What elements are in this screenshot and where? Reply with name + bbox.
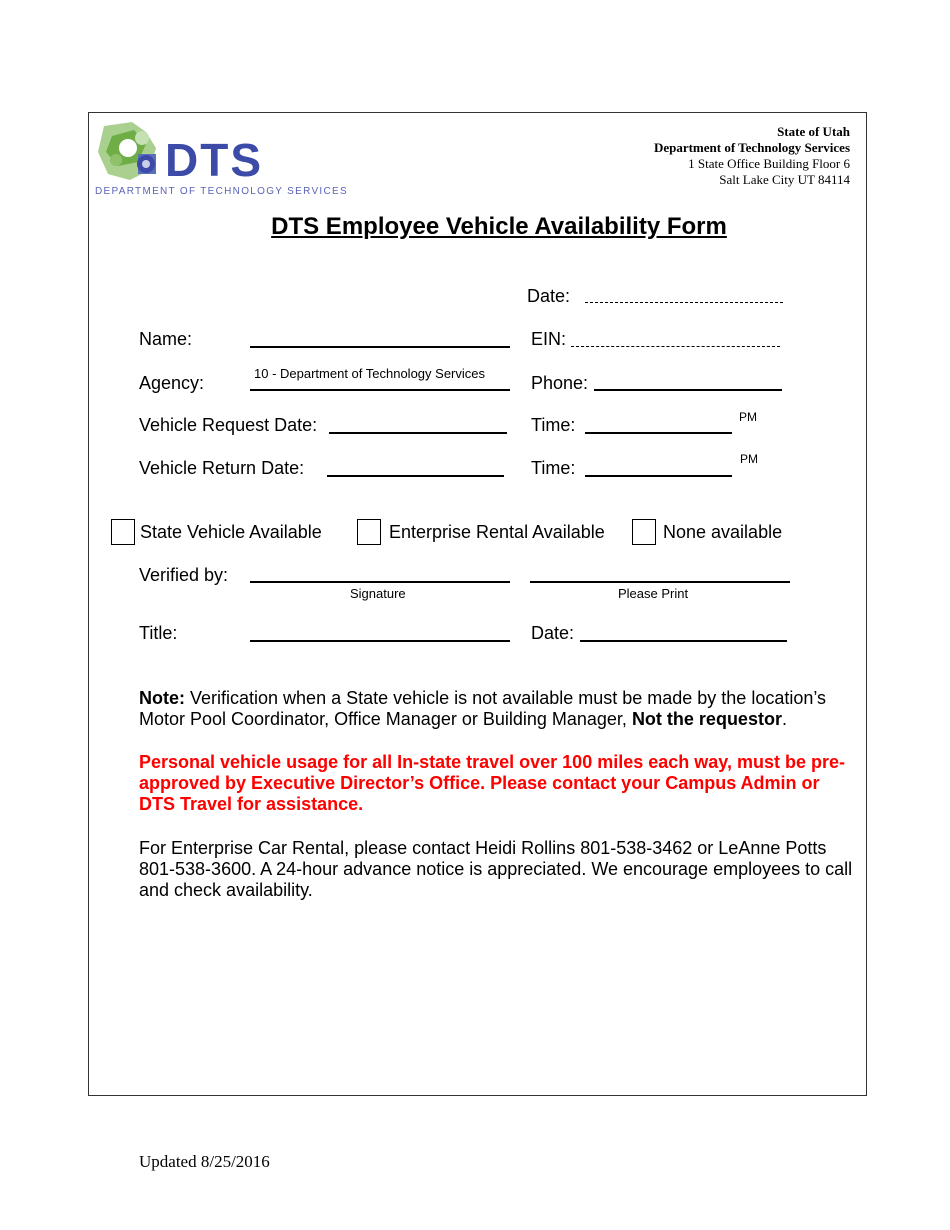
agency-label: Agency: bbox=[139, 373, 205, 393]
agency-value: 10 - Department of Technology Services bbox=[254, 366, 485, 381]
form-title: DTS Employee Vehicle Availability Form bbox=[271, 213, 727, 240]
none-available-label: None available bbox=[663, 522, 783, 542]
state-name: State of Utah bbox=[777, 124, 850, 139]
logo-subtitle: DEPARTMENT OF TECHNOLOGY SERVICES bbox=[95, 186, 348, 197]
enterprise-rental-label: Enterprise Rental Available bbox=[389, 522, 605, 542]
ein-label: EIN: bbox=[531, 329, 567, 349]
agency-field[interactable] bbox=[250, 389, 510, 391]
return-time-field[interactable] bbox=[585, 475, 732, 477]
request-time-field[interactable] bbox=[585, 432, 732, 434]
none-available-checkbox[interactable] bbox=[632, 519, 656, 545]
enterprise-rental-checkbox[interactable] bbox=[357, 519, 381, 545]
note-end: . bbox=[781, 709, 787, 729]
verification-date-label: Date: bbox=[531, 623, 575, 643]
note-text: Verification when a State vehicle is not available must be made by the location’s Motor Pool Coordinator, Office Manager or Building Manager, bbox=[139, 688, 827, 729]
logo-abbreviation: DTS bbox=[165, 134, 263, 186]
city-state-zip: Salt Lake City UT 84114 bbox=[719, 172, 850, 187]
date-label: Date: bbox=[527, 286, 571, 306]
title-label: Title: bbox=[139, 623, 178, 643]
state-vehicle-checkbox[interactable] bbox=[111, 519, 135, 545]
request-date-label: Vehicle Request Date: bbox=[139, 415, 318, 435]
note-prefix: Note: bbox=[139, 688, 185, 708]
note-emphasis: Not the requestor bbox=[631, 709, 782, 729]
return-date-label: Vehicle Return Date: bbox=[139, 458, 305, 478]
request-time-pm: PM bbox=[739, 410, 757, 424]
updated-date: Updated 8/25/2016 bbox=[139, 1152, 270, 1171]
print-name-field[interactable] bbox=[530, 581, 790, 583]
print-caption: Please Print bbox=[618, 586, 689, 601]
enterprise-rental-info: For Enterprise Car Rental, please contact Heidi Rollins 801-538-3462 or LeAnne Potts 801-538-3600. A 24-hour advance notice is appreciated. We encourage employees to call and check availability. bbox=[139, 838, 853, 900]
signature-field[interactable] bbox=[250, 581, 510, 583]
return-time-label: Time: bbox=[531, 458, 576, 478]
name-field[interactable] bbox=[250, 346, 510, 348]
verified-by-label: Verified by: bbox=[139, 565, 229, 585]
street-address: 1 State Office Building Floor 6 bbox=[688, 156, 850, 171]
state-vehicle-label: State Vehicle Available bbox=[140, 522, 322, 542]
note-paragraph bbox=[139, 688, 859, 730]
request-date-field[interactable] bbox=[329, 432, 507, 434]
form-border bbox=[88, 112, 867, 1096]
personal-vehicle-warning: Personal vehicle usage for all In-state travel over 100 miles each way, must be pre-approved by Executive Director’s Office. Please contact your Campus Admin or DTS Travel for assistance. bbox=[139, 752, 845, 814]
agency-address bbox=[654, 124, 850, 188]
signature-caption: Signature bbox=[350, 586, 406, 601]
title-field[interactable] bbox=[250, 640, 510, 642]
name-label: Name: bbox=[139, 329, 193, 349]
ein-field[interactable] bbox=[571, 346, 780, 347]
department-name: Department of Technology Services bbox=[653, 140, 850, 155]
return-time-pm: PM bbox=[740, 452, 758, 466]
phone-field[interactable] bbox=[594, 389, 782, 391]
return-date-field[interactable] bbox=[327, 475, 504, 477]
request-time-label: Time: bbox=[531, 415, 576, 435]
date-field[interactable] bbox=[585, 302, 783, 303]
phone-label: Phone: bbox=[531, 373, 589, 393]
verification-date-field[interactable] bbox=[580, 640, 787, 642]
